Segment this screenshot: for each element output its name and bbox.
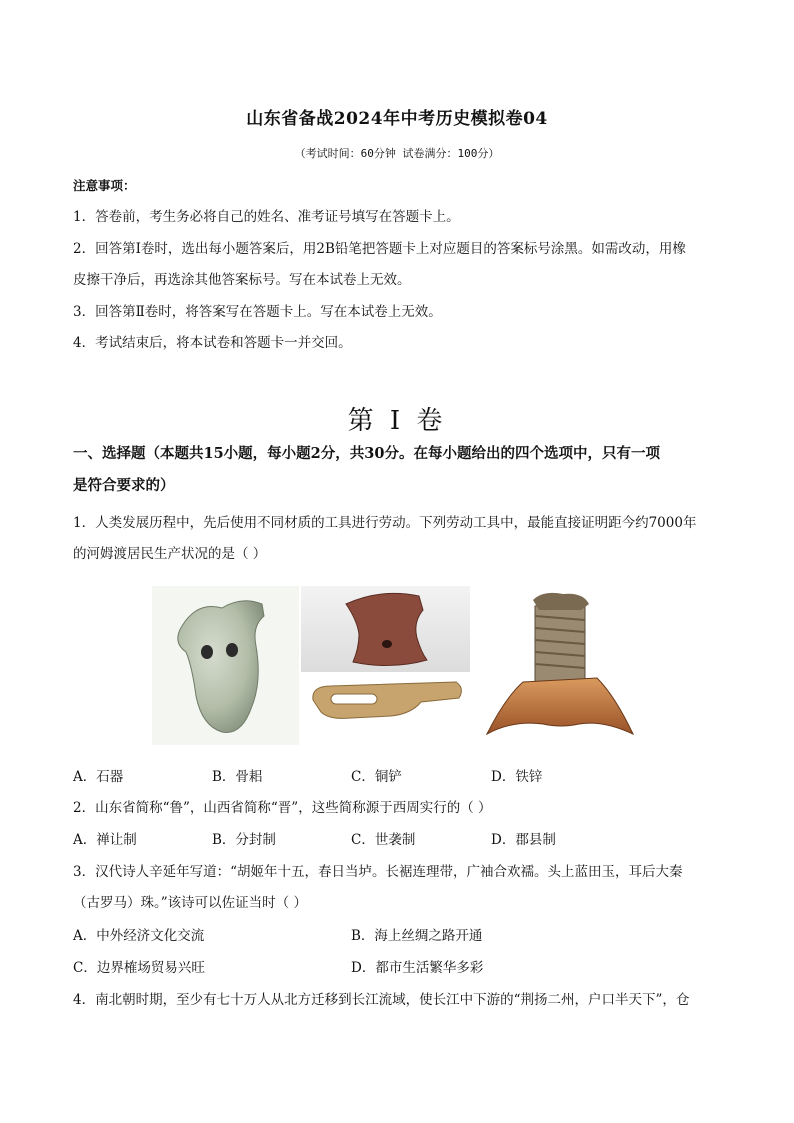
stone-tool-image xyxy=(152,586,299,745)
exam-subtitle: （考试时间：60分钟 试卷满分：100分） xyxy=(294,147,500,160)
section-heading-line1: 一、选择题（本题共15小题，每小题2分，共30分。在每小题给出的四个选项中，只有一项 xyxy=(73,445,660,462)
q1-option-d[interactable]: D．铁锌 xyxy=(491,769,543,785)
q2-option-b[interactable]: B．分封制 xyxy=(212,832,276,848)
q2-option-c[interactable]: C．世袭制 xyxy=(351,832,416,848)
notes-heading: 注意事项： xyxy=(73,178,136,193)
copper-spade-image xyxy=(301,672,470,745)
q3-option-c[interactable]: C．边界榷场贸易兴旺 xyxy=(73,960,205,976)
q2-option-a[interactable]: A．禅让制 xyxy=(73,832,137,848)
q3-option-b[interactable]: B．海上丝绸之路开通 xyxy=(351,928,483,944)
question-1-stem-line2: 的河姆渡居民生产状况的是（ ） xyxy=(73,546,267,562)
q3-option-d[interactable]: D．都市生活繁华多彩 xyxy=(351,960,484,976)
question-2-stem: 2．山东省简称“鲁”，山西省简称“晋”，这些简称源于西周实行的（ ） xyxy=(73,800,492,816)
exam-title: 山东省备战2024年中考历史模拟卷04 xyxy=(246,109,548,129)
section-heading-line2: 是符合要求的） xyxy=(73,477,175,494)
q1-option-c[interactable]: C．铜铲 xyxy=(351,769,402,785)
q3-option-a[interactable]: A．中外经济文化交流 xyxy=(73,928,205,944)
note-item-4: 4．考试结束后，将本试卷和答题卡一并交回。 xyxy=(73,335,352,351)
note-item-2-cont: 皮擦干净后，再选涂其他答案标号。写在本试卷上无效。 xyxy=(73,272,411,288)
question-3-stem-line1: 3．汉代诗人辛延年写道：“胡姬年十五，春日当垆。长裾连理带，广袖合欢襦。头上蓝田玉，耳后大秦 xyxy=(73,864,683,880)
question-4-stem-line1: 4．南北朝时期，至少有七十万人从北方迁移到长江流域，使长江中下游的“荆扬二州，户口半天下”，仓 xyxy=(73,992,690,1008)
q2-option-d[interactable]: D．郡县制 xyxy=(491,832,556,848)
question-1-stem-line1: 1．人类发展历程中，先后使用不同材质的工具进行劳动。下列劳动工具中，最能直接证明距今约7000年 xyxy=(73,515,697,531)
note-item-2: 2．回答第Ⅰ卷时，选出每小题答案后，用2B铅笔把答题卡上对应题目的答案标号涂黑。如需改动，用橡 xyxy=(73,241,686,257)
q1-option-b[interactable]: B．骨耜 xyxy=(212,769,263,785)
iron-tool-image xyxy=(483,586,641,745)
q1-option-a[interactable]: A．石器 xyxy=(73,769,124,785)
part-title: 第 I 卷 xyxy=(347,406,447,436)
question-3-stem-line2: （古罗马）珠。”该诗可以佐证当时（ ） xyxy=(73,895,307,911)
bone-tool-image xyxy=(301,586,470,672)
note-item-1: 1．答卷前，考生务必将自己的姓名、准考证号填写在答题卡上。 xyxy=(73,209,460,225)
note-item-3: 3．回答第Ⅱ卷时，将答案写在答题卡上。写在本试卷上无效。 xyxy=(73,304,442,320)
